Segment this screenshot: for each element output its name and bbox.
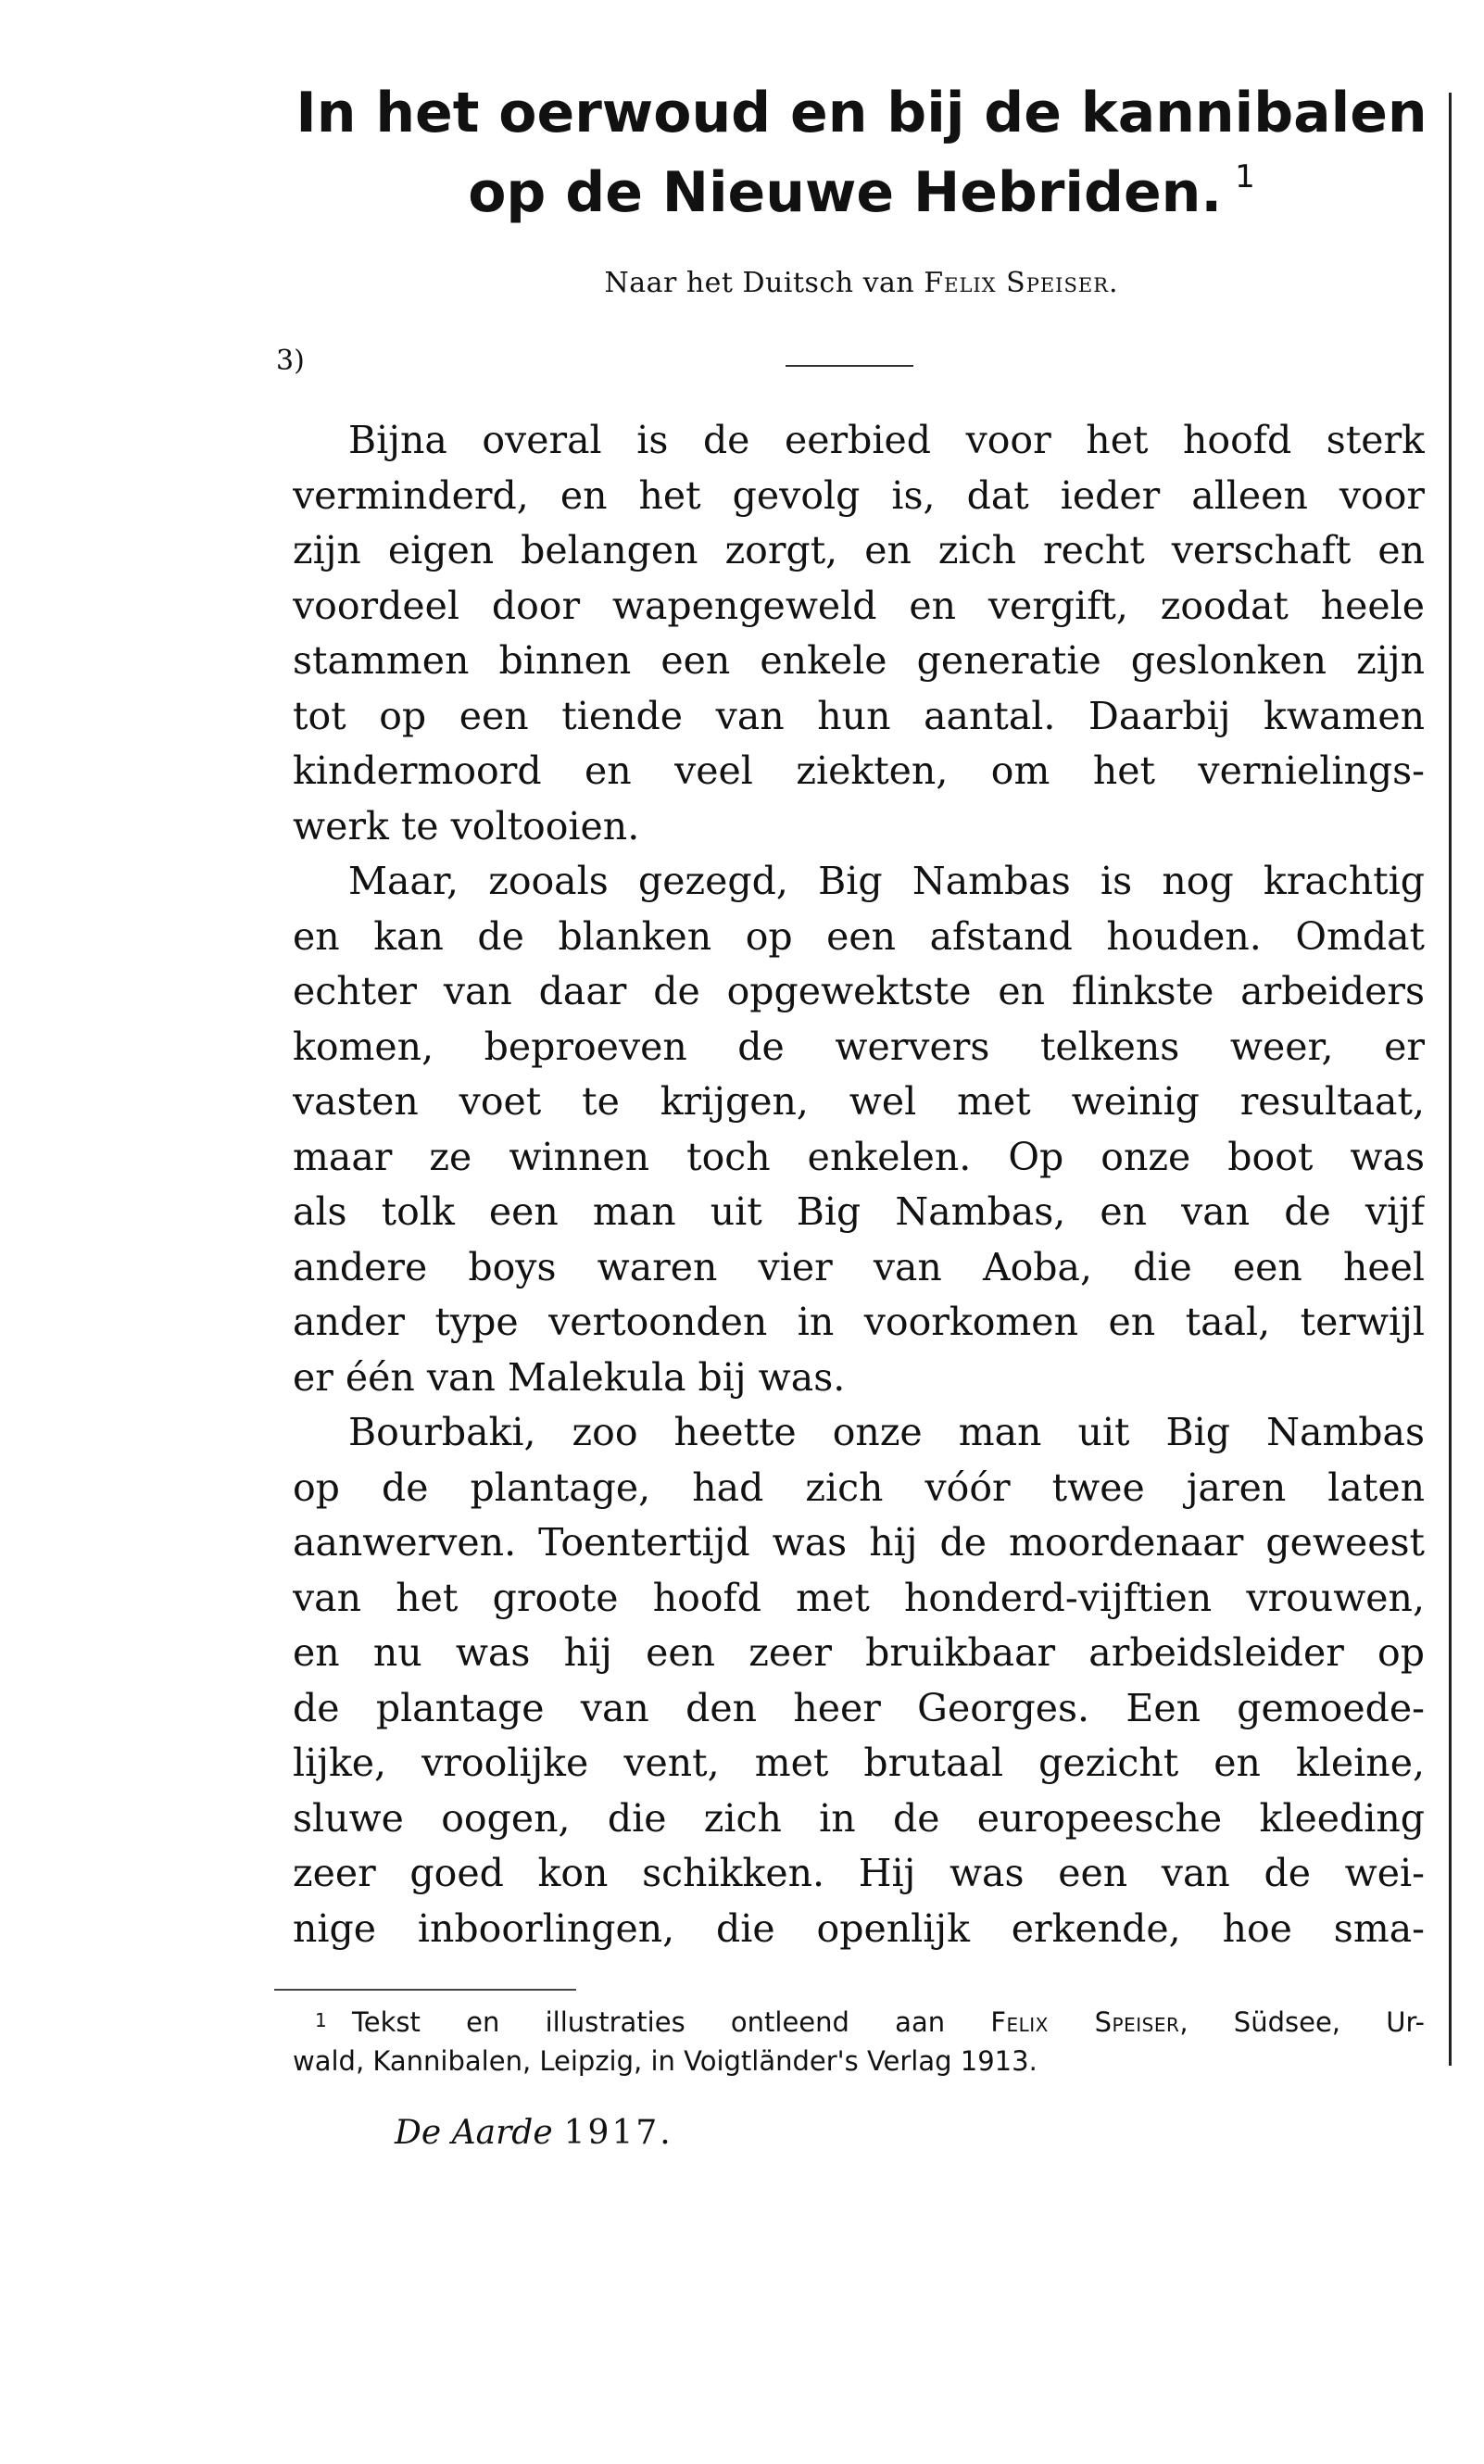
body-line: op de plantage, had zich vóór twee jaren laten <box>293 1465 1425 1510</box>
byline <box>278 267 1445 299</box>
page-footer <box>395 2114 673 2152</box>
body-line: stammen binnen een enkele generatie geslonken zijn <box>293 638 1425 683</box>
journal-name: De Aarde <box>395 2114 553 2152</box>
footnote <box>293 2003 1425 2081</box>
body-line: echter van daar de opgewektste en flinkste arbeiders <box>293 969 1425 1013</box>
body-line: ander type vertoonden in voorkomen en taal, terwijl <box>293 1300 1425 1344</box>
body-line: maar ze winnen toch enkelen. Op onze boot was <box>293 1134 1425 1179</box>
body-line: vasten voet te krijgen, wel met weinig resultaat, <box>293 1079 1425 1124</box>
title-footnote-mark: 1 <box>1235 158 1255 195</box>
footnote-mark: 1 <box>315 2009 327 2031</box>
body-line: nige inboorlingen, die openlijk erkende, hoe sma- <box>293 1905 1425 1951</box>
section-divider <box>786 365 913 367</box>
footnote-author: Felix Speiser <box>990 2006 1180 2038</box>
body-line: tot op een tiende van hun aantal. Daarbij kwamen <box>293 693 1425 738</box>
section-number: 3) <box>276 345 305 377</box>
footnote-text-b: , Südsee, Ur- <box>1179 2006 1425 2038</box>
journal-year: 1917. <box>563 2114 673 2152</box>
body-line: komen, beproeven de wervers telkens weer, er <box>293 1024 1425 1069</box>
title-line-2 <box>278 158 1445 225</box>
footnote-text-a: Tekst en illustraties ontleend aan <box>352 2006 946 2038</box>
body-line: zijn eigen belangen zorgt, en zich recht verschaft en <box>293 528 1425 572</box>
body-line: voordeel door wapengeweld en vergift, zoodat heele <box>293 583 1425 628</box>
title-line-2-text: op de Nieuwe Hebriden. <box>468 160 1223 225</box>
byline-author: Felix Speiser. <box>924 267 1119 299</box>
title-line-1-text: In het oerwoud en bij de kannibalen <box>296 81 1427 145</box>
body-line: kindermoord en veel ziekten, om het vernielings- <box>293 748 1425 793</box>
body-line: zeer goed kon schikken. Hij was een van de wei- <box>293 1851 1425 1895</box>
footnote-line-2: wald, Kannibalen, Leipzig, in Voigtländer's Verlag 1913. <box>293 2045 1038 2077</box>
body-text <box>293 413 1425 1956</box>
body-line: en nu was hij een zeer bruikbaar arbeidsleider op <box>293 1630 1425 1675</box>
body-line: aanwerven. Toentertijd was hij de moordenaar geweest <box>293 1520 1425 1565</box>
body-line: als tolk een man uit Big Nambas, en van de vijf <box>293 1189 1425 1234</box>
body-line: sluwe oogen, die zich in de europeesche kleeding <box>293 1795 1425 1841</box>
byline-prefix: Naar het Duitsch van <box>604 267 915 299</box>
body-line: en kan de blanken op een afstand houden. Omdat <box>293 913 1425 959</box>
body-line: andere boys waren vier van Aoba, die een heel <box>293 1244 1425 1289</box>
footnote-line-1 <box>293 2003 1425 2042</box>
body-line: de plantage van den heer Georges. Een gemoede- <box>293 1685 1425 1730</box>
body-line: Bijna overal is de eerbied voor het hoofd sterk <box>348 418 1425 462</box>
body-line: werk te voltooien. <box>293 803 640 849</box>
body-line: verminderd, en het gevolg is, dat ieder alleen voor <box>293 472 1425 518</box>
body-line: Bourbaki, zoo heette onze man uit Big Nambas <box>348 1410 1425 1454</box>
title-line-1 <box>278 81 1445 145</box>
footnote-divider <box>274 1989 576 1991</box>
body-line: van het groote hoofd met honderd-vijftien vrouwen, <box>293 1575 1425 1620</box>
body-line: Maar, zooals gezegd, Big Nambas is nog krachtig <box>348 859 1425 903</box>
page-edge-rule <box>1449 93 1452 2066</box>
body-line: lijke, vroolijke vent, met brutaal gezicht en kleine, <box>293 1741 1425 1785</box>
body-line: er één van Malekula bij was. <box>293 1354 846 1400</box>
